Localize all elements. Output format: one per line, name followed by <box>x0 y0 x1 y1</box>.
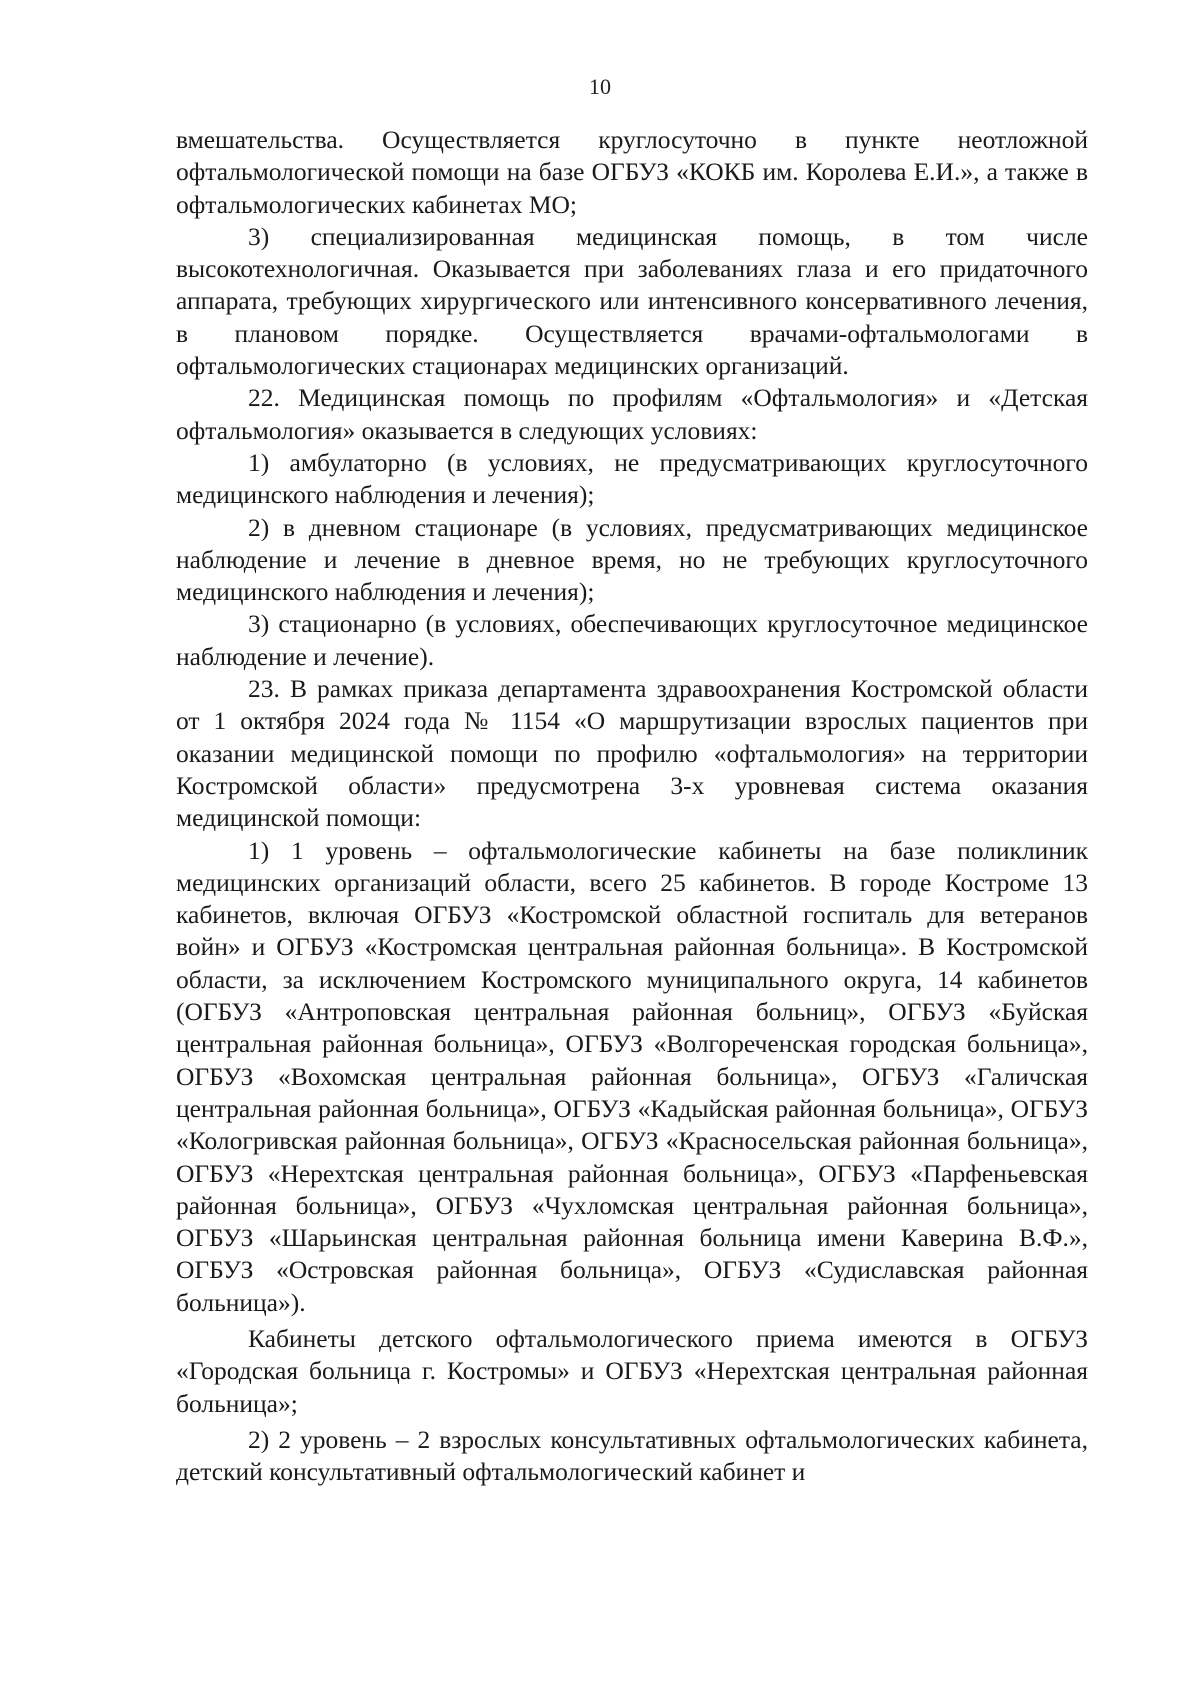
document-body <box>176 124 1088 1488</box>
paragraph-children-cabinets: Кабинеты детского офтальмологического приема имеются в ОГБУЗ «Городская больница г. Костромы» и ОГБУЗ «Нерехтская центральная районная больница»; <box>176 1323 1088 1418</box>
paragraph-specialized-care: 3) специализированная медицинская помощь, в том числе высокотехнологичная. Оказывается при заболеваниях глаза и его придаточного аппарата, требующих хирургического или интенсивного консервативного лечения, в плановом порядке. Осуществляется врачами-офтальмологами в офтальмологических стационарах медицинских организаций. <box>176 221 1088 381</box>
page-number: 10 <box>589 74 611 99</box>
paragraph-inpatient: 3) стационарно (в условиях, обеспечивающих круглосуточное медицинское наблюдение и лечение). <box>176 609 1088 671</box>
paragraph-item-22: 22. Медицинская помощь по профилям «Офтальмология» и «Детская офтальмология» оказывается в следующих условиях: <box>176 383 1088 445</box>
paragraph-outpatient: 1) амбулаторно (в условиях, не предусматривающих круглосуточного медицинского наблюдения и лечения); <box>176 447 1088 510</box>
paragraph-continuation: вмешательства. Осуществляется круглосуточно в пункте неотложной офтальмологической помощи на базе ОГБУЗ «КОКБ им. Королева Е.И.», а также в офтальмологических кабинетах МО; <box>176 125 1088 219</box>
paragraph-level-1: 1) 1 уровень – офтальмологические кабинеты на базе поликлиник медицинских организаций области, всего 25 кабинетов. В городе Костроме 13 кабинетов, включая ОГБУЗ «Костромской областной госпиталь для ветеранов войн» и ОГБУЗ «Костромская центральная районная больница». В Костромской области, за исключением Костромского муниципального округа, 14 кабинетов (ОГБУЗ «Антроповская центральная районная больниц», ОГБУЗ «Буйская центральная районная больница», ОГБУЗ «Волгореченская городская больница», ОГБУЗ «Вохомская центральная районная больница», ОГБУЗ «Галичская центральная районная больница», ОГБУЗ «Кадыйская районная больница», ОГБУЗ «Кологривская районная больница», ОГБУЗ «Красносельская районная больница», ОГБУЗ «Нерехтская центральная районная больница», ОГБУЗ «Парфеньевская районная больница», ОГБУЗ «Чухломская центральная районная больница», ОГБУЗ «Шарьинская центральная районная больница имени Каверина В.Ф.», ОГБУЗ «Островская районная больница», ОГБУЗ «Судиславская районная больница»). <box>176 835 1088 1317</box>
paragraph-level-2: 2) 2 уровень – 2 взрослых консультативных офтальмологических кабинета, детский консультативный офтальмологический кабинет и <box>176 1424 1088 1487</box>
paragraph-day-hospital: 2) в дневном стационаре (в условиях, предусматривающих медицинское наблюдение и лечение в дневное время, но не требующих круглосуточного медицинского наблюдения и лечения); <box>176 512 1088 607</box>
paragraph-item-23: 23. В рамках приказа департамента здравоохранения Костромской области от 1 октября 2024 года № 1154 «О маршрутизации взрослых пациентов при оказании медицинской помощи по профилю «офтальмология» на территории Костромской области» предусмотрена 3-х уровневая система оказания медицинской помощи: <box>176 674 1088 833</box>
